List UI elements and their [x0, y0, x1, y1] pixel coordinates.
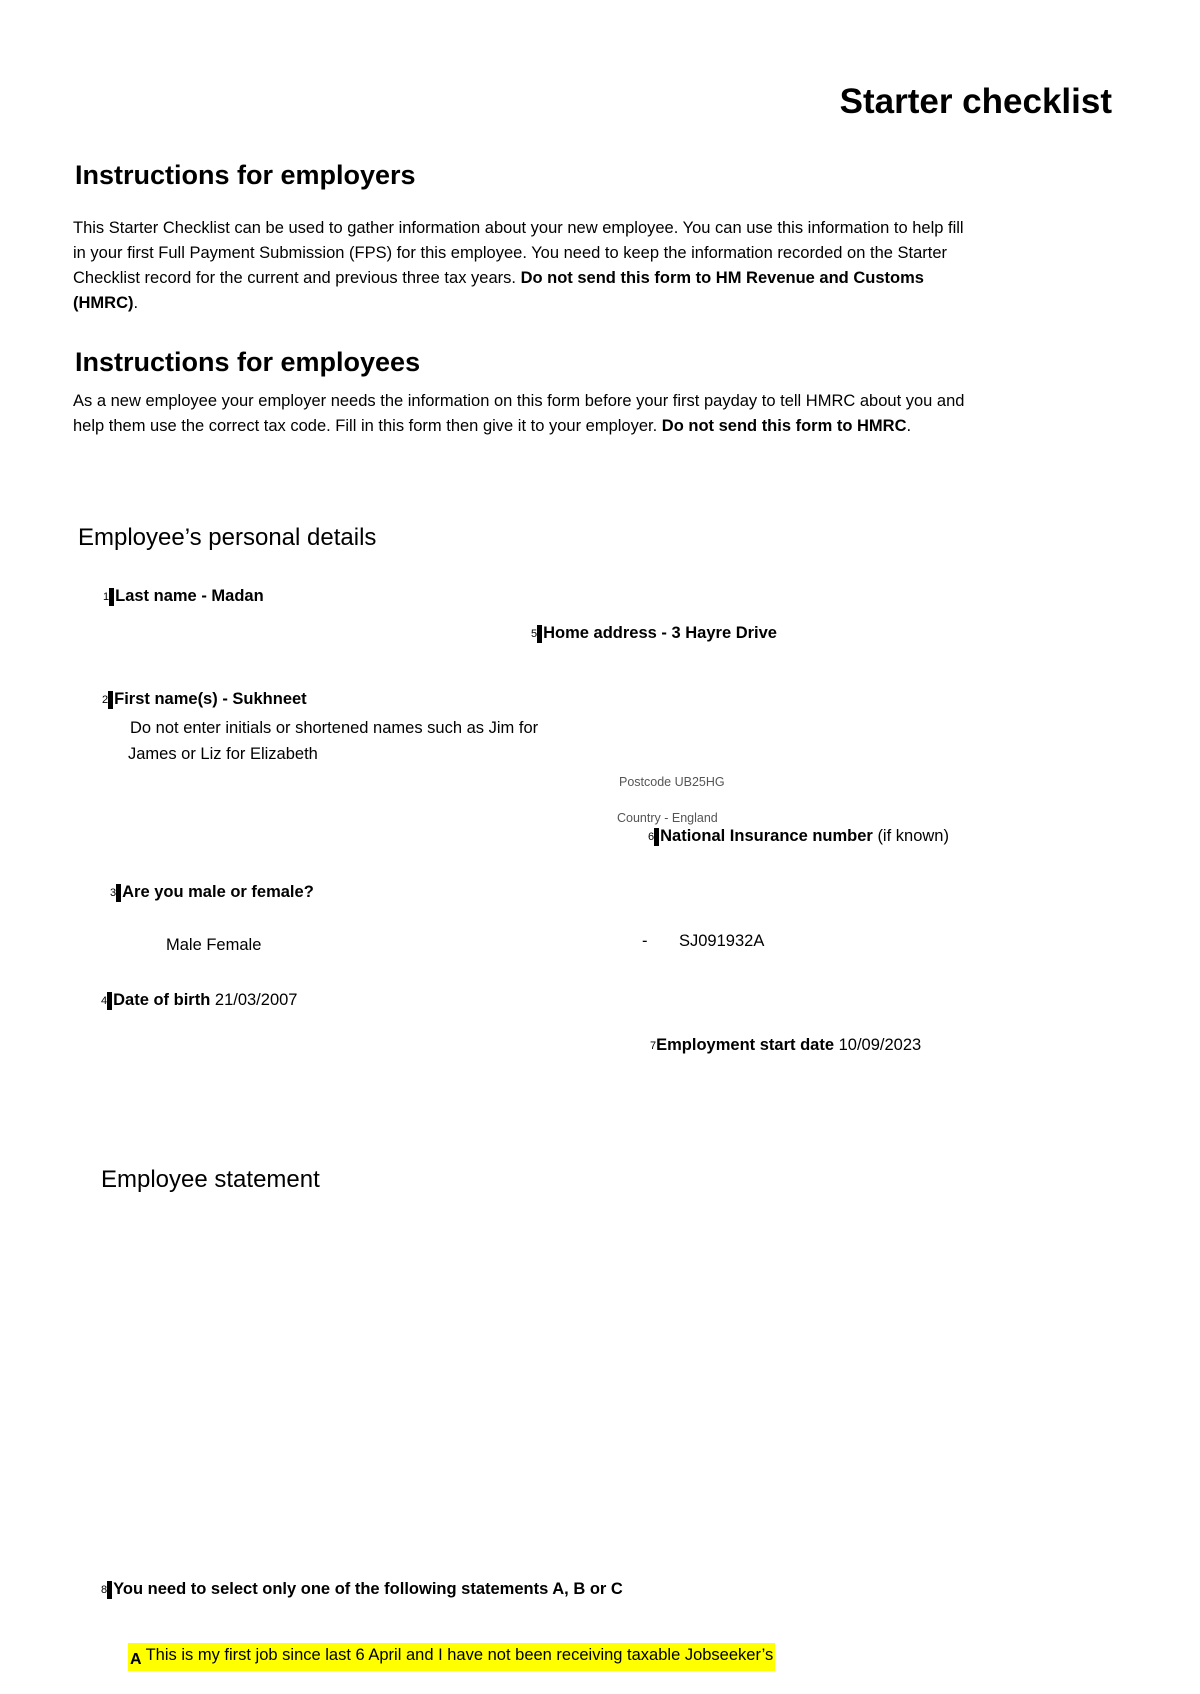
statement-select-question — [101, 1580, 623, 1599]
question-number: 3 — [110, 886, 117, 899]
field-marker — [537, 625, 542, 643]
employment-start-date-value: 10/09/2023 — [838, 1036, 922, 1054]
employers-text: This Starter Checklist can be used to gather information about your new employee. You can use this information to help fill in your first Full Payment Submission (FPS) for this employee. You need to keep the information recorded on the Starter Checklist record for the current and previous three tax years. — [73, 219, 964, 287]
postcode-value: Postcode UB25HG — [619, 775, 725, 789]
date-of-birth-label: Date of birth — [113, 991, 211, 1009]
home-address-label: Home address - 3 Hayre Drive — [543, 624, 777, 642]
gender-question — [110, 883, 314, 902]
employment-start-date-label: Employment start date — [656, 1036, 834, 1054]
option-letter: A — [130, 1651, 142, 1668]
first-name-label: First name(s) - Sukhneet — [114, 690, 307, 708]
field-marker — [107, 992, 112, 1010]
statement-select-label: You need to select only one of the following statements A, B or C — [113, 1580, 623, 1598]
first-name-note-line1: Do not enter initials or shortened names such as Jim for — [130, 719, 539, 737]
employees-text: As a new employee your employer needs the information on this form before your first payday to tell HMRC about you and help them use the correct tax code. Fill in this form then give it to your employer. — [73, 392, 965, 435]
first-name-field[interactable] — [102, 690, 307, 709]
field-marker — [108, 691, 113, 709]
page-title: Starter checklist — [839, 82, 1112, 121]
field-marker — [107, 1581, 112, 1599]
question-number: 5 — [531, 627, 538, 640]
statement-option-a[interactable] — [128, 1643, 775, 1671]
country-value: Country - England — [617, 811, 718, 825]
national-insurance-label: National Insurance number — [660, 827, 873, 845]
date-of-birth-field[interactable] — [101, 991, 297, 1010]
employment-start-date-field[interactable] — [650, 1036, 921, 1055]
last-name-field[interactable] — [103, 587, 264, 606]
statement-option-a-text: This is my first job since last 6 April and I have not been receiving taxable Jobseeker’s — [145, 1646, 774, 1664]
employee-statement-heading: Employee statement — [101, 1166, 320, 1193]
employees-heading: Instructions for employees — [75, 347, 421, 377]
field-marker — [654, 828, 659, 846]
employers-heading: Instructions for employers — [75, 160, 416, 190]
national-insurance-field[interactable] — [648, 827, 949, 846]
employees-end: . — [906, 417, 912, 435]
gender-options[interactable]: Male Female — [166, 936, 262, 954]
employers-bold-warning: Do not send this form to HM Revenue and Customs (HMRC) — [73, 269, 924, 312]
employers-instructions — [73, 216, 973, 316]
question-number: 4 — [101, 994, 108, 1007]
national-insurance-value[interactable]: SJ091932A — [679, 932, 765, 950]
question-number: 6 — [648, 830, 655, 843]
personal-details-heading: Employee’s personal details — [78, 524, 377, 551]
employers-end: . — [133, 294, 139, 312]
employees-instructions — [73, 389, 973, 439]
question-number: 7 — [650, 1039, 657, 1052]
question-number: 1 — [103, 590, 110, 603]
first-name-note-line2: James or Liz for Elizabeth — [128, 745, 318, 763]
national-insurance-suffix: (if known) — [877, 827, 949, 845]
home-address-field[interactable] — [531, 624, 777, 643]
first-name-note — [130, 715, 538, 767]
ni-dash: - — [642, 932, 648, 950]
field-marker — [109, 588, 114, 606]
employees-bold-warning: Do not send this form to HMRC — [661, 417, 907, 435]
field-marker — [116, 884, 121, 902]
question-number: 8 — [101, 1583, 108, 1596]
question-number: 2 — [102, 693, 109, 706]
gender-label: Are you male or female? — [122, 883, 314, 901]
last-name-label: Last name - Madan — [115, 587, 264, 605]
date-of-birth-value: 21/03/2007 — [214, 991, 298, 1009]
